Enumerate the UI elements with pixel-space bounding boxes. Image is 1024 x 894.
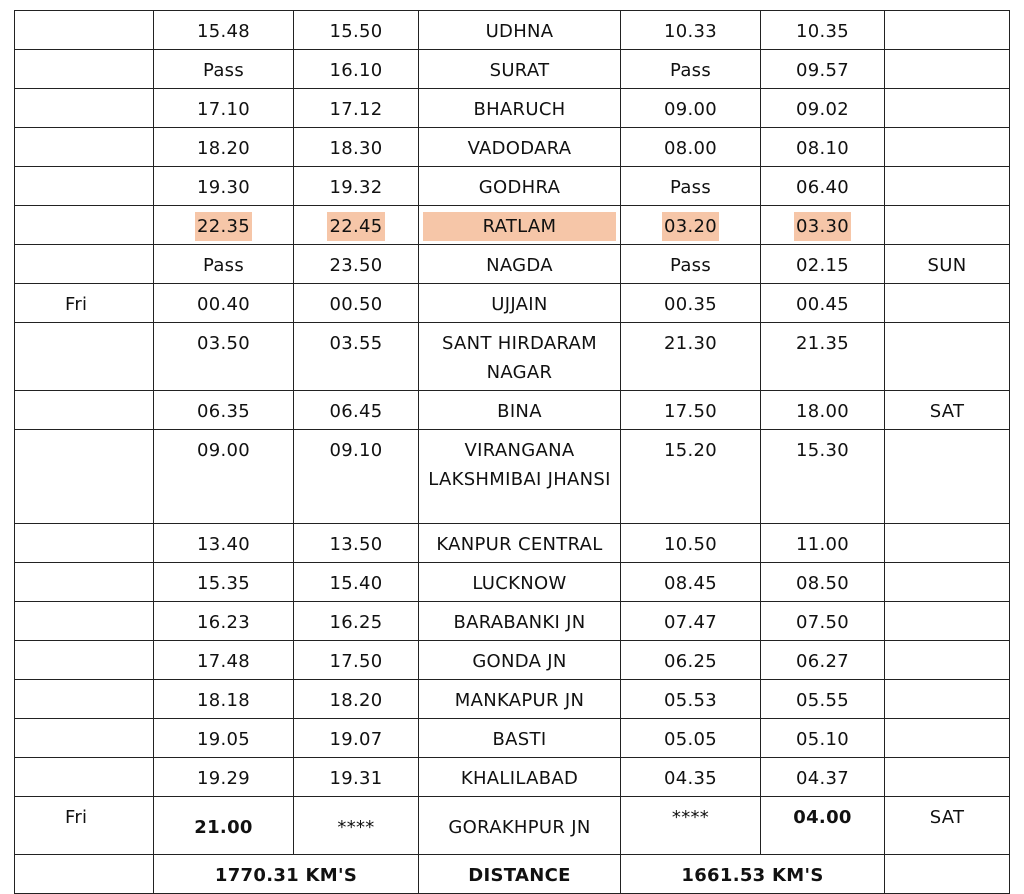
departure-return-cell xyxy=(761,719,885,758)
distance-empty-cell-right xyxy=(885,855,1010,894)
departure-out-cell xyxy=(294,11,419,50)
departure-return-cell xyxy=(761,89,885,128)
departure-out-cell xyxy=(294,284,419,323)
station-text: BINA xyxy=(497,401,542,422)
day-return-cell xyxy=(885,284,1010,323)
arrival-out-cell xyxy=(154,11,294,50)
departure-return-text: 08.50 xyxy=(795,573,850,594)
arrival-return-text: 04.35 xyxy=(663,768,718,789)
timetable-row xyxy=(15,680,1010,719)
arrival-out-text: 13.40 xyxy=(196,534,251,555)
timetable-body xyxy=(15,11,1010,797)
station-cell xyxy=(419,563,621,602)
station-cell xyxy=(419,430,621,524)
day-return-text: SAT xyxy=(929,401,965,422)
departure-return-cell xyxy=(761,128,885,167)
timetable-row xyxy=(15,89,1010,128)
station-text: SURAT xyxy=(489,60,550,81)
day-return-cell xyxy=(885,758,1010,797)
station-cell xyxy=(419,641,621,680)
arrival-return-text: 10.33 xyxy=(663,21,718,42)
timetable-row xyxy=(15,128,1010,167)
departure-return-text: 11.00 xyxy=(795,534,850,555)
arrival-return-cell xyxy=(621,524,761,563)
timetable-row xyxy=(15,719,1010,758)
arrival-out-cell xyxy=(154,641,294,680)
day-return-cell xyxy=(885,391,1010,430)
arrival-return-text: 15.20 xyxy=(663,440,718,461)
departure-out-cell xyxy=(294,50,419,89)
arrival-out-cell xyxy=(154,602,294,641)
departure-out-cell xyxy=(294,128,419,167)
departure-out-cell xyxy=(294,391,419,430)
departure-out-text: 16.10 xyxy=(329,60,383,81)
departure-return-text: 05.55 xyxy=(795,690,850,711)
station-text: GODHRA xyxy=(478,177,561,198)
station-cell xyxy=(419,524,621,563)
day-out-cell xyxy=(15,524,154,563)
station-text: LUCKNOW xyxy=(472,573,567,594)
arrival-return-cell xyxy=(621,206,761,245)
departure-out-text: 22.45 xyxy=(327,212,384,241)
arrival-return-text: 09.00 xyxy=(663,99,718,120)
departure-return-text: 15.30 xyxy=(795,440,850,461)
day-out-cell xyxy=(15,719,154,758)
station-text: BASTI xyxy=(492,729,547,750)
departure-out-text: 19.07 xyxy=(329,729,383,750)
departure-return-cell xyxy=(761,245,885,284)
arrival-return-cell xyxy=(621,391,761,430)
arrival-out-cell xyxy=(154,430,294,524)
arrival-out-cell xyxy=(154,323,294,391)
distance-out: 1770.31 KM'S xyxy=(154,855,419,894)
day-return-text: SUN xyxy=(927,255,967,276)
departure-return-cell xyxy=(761,602,885,641)
station-text: VADODARA xyxy=(467,138,572,159)
day-out-cell xyxy=(15,563,154,602)
day-return-cell xyxy=(885,245,1010,284)
day-out-cell xyxy=(15,430,154,524)
arrival-out-text: 15.35 xyxy=(196,573,251,594)
arrival-return-text: 00.35 xyxy=(663,294,718,315)
arrival-return-text: 08.00 xyxy=(663,138,718,159)
station-text: RATLAM xyxy=(423,212,616,241)
timetable-row xyxy=(15,167,1010,206)
arrival-return-cell xyxy=(621,128,761,167)
timetable-row xyxy=(15,641,1010,680)
departure-return-text: 06.27 xyxy=(795,651,850,672)
arrival-out-cell xyxy=(154,245,294,284)
station-cell xyxy=(419,206,621,245)
departure-out-cell xyxy=(294,719,419,758)
arrival-out-text: 18.18 xyxy=(196,690,251,711)
day-out-text: Fri xyxy=(65,294,88,315)
station-text: GONDA JN xyxy=(472,651,567,672)
arrival-out-text: 17.48 xyxy=(196,651,251,672)
day-return-cell xyxy=(885,563,1010,602)
arrival-return-cell xyxy=(621,89,761,128)
day-out-cell xyxy=(15,50,154,89)
arrival-out-text: 03.50 xyxy=(196,333,251,354)
departure-out-text: 17.50 xyxy=(329,651,383,672)
arrival-out-text: 15.48 xyxy=(196,21,251,42)
timetable-final xyxy=(15,797,1010,894)
day-return-cell xyxy=(885,50,1010,89)
arrival-return-text: Pass xyxy=(669,255,712,276)
station-cell xyxy=(419,50,621,89)
departure-out-text: 18.20 xyxy=(329,690,383,711)
arrival-return-cell xyxy=(621,323,761,391)
departure-return-cell xyxy=(761,284,885,323)
departure-out-text: 18.30 xyxy=(329,138,383,159)
departure-return-cell xyxy=(761,323,885,391)
arrival-return-cell xyxy=(621,758,761,797)
arrival-return-text: Pass xyxy=(669,60,712,81)
distance-empty-cell xyxy=(15,855,154,894)
departure-return-cell xyxy=(761,430,885,524)
departure-out-text: 19.32 xyxy=(329,177,383,198)
day-return-cell xyxy=(885,167,1010,206)
departure-out-cell xyxy=(294,89,419,128)
arrival-return-cell xyxy=(621,641,761,680)
day-out-cell xyxy=(15,128,154,167)
day-out-cell xyxy=(15,167,154,206)
arrival-out-text: 19.29 xyxy=(196,768,251,789)
station-cell xyxy=(419,167,621,206)
timetable-row xyxy=(15,563,1010,602)
timetable-row xyxy=(15,245,1010,284)
arrival-return-cell xyxy=(621,602,761,641)
distance-label: DISTANCE xyxy=(419,855,621,894)
departure-out-text: 06.45 xyxy=(329,401,383,422)
final-arrival-out: 21.00 xyxy=(154,797,294,855)
arrival-out-text: 00.40 xyxy=(196,294,251,315)
day-out-cell xyxy=(15,89,154,128)
arrival-return-cell xyxy=(621,719,761,758)
arrival-return-text: 05.05 xyxy=(663,729,718,750)
arrival-out-text: 17.10 xyxy=(196,99,251,120)
final-departure-return: 04.00 xyxy=(761,797,885,855)
departure-return-text: 02.15 xyxy=(795,255,850,276)
station-text: UDHNA xyxy=(485,21,554,42)
station-cell xyxy=(419,89,621,128)
day-return-cell xyxy=(885,430,1010,524)
arrival-return-text: 17.50 xyxy=(663,401,718,422)
departure-return-text: 10.35 xyxy=(795,21,850,42)
arrival-return-cell xyxy=(621,284,761,323)
day-out-cell xyxy=(15,758,154,797)
arrival-out-text: 18.20 xyxy=(196,138,251,159)
day-return-cell xyxy=(885,602,1010,641)
timetable-row xyxy=(15,524,1010,563)
arrival-out-cell xyxy=(154,284,294,323)
departure-return-cell xyxy=(761,563,885,602)
arrival-return-text: 06.25 xyxy=(663,651,718,672)
arrival-return-text: Pass xyxy=(669,177,712,198)
timetable-row xyxy=(15,206,1010,245)
departure-out-text: 23.50 xyxy=(329,255,383,276)
departure-out-cell xyxy=(294,524,419,563)
timetable-row xyxy=(15,11,1010,50)
arrival-out-cell xyxy=(154,128,294,167)
departure-out-cell xyxy=(294,758,419,797)
day-return-cell xyxy=(885,206,1010,245)
arrival-out-text: Pass xyxy=(202,255,245,276)
departure-out-cell xyxy=(294,245,419,284)
distance-return: 1661.53 KM'S xyxy=(621,855,885,894)
departure-out-text: 19.31 xyxy=(329,768,383,789)
arrival-return-cell xyxy=(621,11,761,50)
arrival-out-text: 06.35 xyxy=(196,401,251,422)
final-departure-out: **** xyxy=(294,797,419,855)
departure-return-cell xyxy=(761,167,885,206)
departure-return-cell xyxy=(761,680,885,719)
station-cell xyxy=(419,719,621,758)
day-out-cell xyxy=(15,284,154,323)
departure-out-cell xyxy=(294,680,419,719)
station-text: BARABANKI JN xyxy=(453,612,586,633)
day-return-cell xyxy=(885,11,1010,50)
station-cell xyxy=(419,128,621,167)
final-day-return: SAT xyxy=(885,797,1010,855)
station-text: VIRANGANA LAKSHMIBAI JHANSI xyxy=(428,440,611,490)
departure-return-text: 18.00 xyxy=(795,401,850,422)
departure-out-text: 17.12 xyxy=(329,99,383,120)
departure-return-text: 04.37 xyxy=(795,768,850,789)
departure-return-cell xyxy=(761,50,885,89)
timetable-row xyxy=(15,602,1010,641)
final-row xyxy=(15,797,1010,855)
day-out-cell xyxy=(15,641,154,680)
station-cell xyxy=(419,680,621,719)
day-out-cell xyxy=(15,391,154,430)
departure-out-text: 15.40 xyxy=(329,573,383,594)
arrival-out-cell xyxy=(154,758,294,797)
departure-out-cell xyxy=(294,430,419,524)
arrival-return-cell xyxy=(621,563,761,602)
arrival-out-text: 19.05 xyxy=(196,729,251,750)
arrival-out-cell xyxy=(154,50,294,89)
distance-row xyxy=(15,855,1010,894)
day-return-cell xyxy=(885,524,1010,563)
arrival-out-cell xyxy=(154,206,294,245)
departure-out-cell xyxy=(294,206,419,245)
arrival-out-text: 09.00 xyxy=(196,440,251,461)
arrival-out-cell xyxy=(154,563,294,602)
departure-out-cell xyxy=(294,602,419,641)
arrival-out-cell xyxy=(154,167,294,206)
arrival-return-text: 05.53 xyxy=(663,690,718,711)
timetable xyxy=(14,10,1010,894)
departure-out-cell xyxy=(294,167,419,206)
departure-out-text: 00.50 xyxy=(329,294,383,315)
final-arrival-return: **** xyxy=(621,797,761,855)
arrival-out-cell xyxy=(154,89,294,128)
day-out-cell xyxy=(15,11,154,50)
departure-out-cell xyxy=(294,563,419,602)
arrival-return-cell xyxy=(621,245,761,284)
station-cell xyxy=(419,391,621,430)
arrival-return-text: 08.45 xyxy=(663,573,718,594)
departure-out-text: 16.25 xyxy=(329,612,383,633)
day-return-cell xyxy=(885,128,1010,167)
station-cell xyxy=(419,758,621,797)
station-cell xyxy=(419,284,621,323)
station-cell xyxy=(419,11,621,50)
arrival-out-cell xyxy=(154,719,294,758)
timetable-row xyxy=(15,391,1010,430)
departure-return-cell xyxy=(761,206,885,245)
station-text: BHARUCH xyxy=(473,99,566,120)
station-cell xyxy=(419,245,621,284)
station-text: MANKAPUR JN xyxy=(454,690,585,711)
departure-return-text: 07.50 xyxy=(795,612,850,633)
station-cell xyxy=(419,602,621,641)
departure-out-text: 09.10 xyxy=(329,440,383,461)
departure-return-cell xyxy=(761,11,885,50)
arrival-out-cell xyxy=(154,391,294,430)
day-out-cell xyxy=(15,602,154,641)
day-return-cell xyxy=(885,89,1010,128)
timetable-row xyxy=(15,430,1010,524)
departure-out-text: 13.50 xyxy=(329,534,383,555)
departure-return-text: 09.02 xyxy=(795,99,850,120)
station-text: UJJAIN xyxy=(491,294,548,315)
departure-return-text: 21.35 xyxy=(795,333,850,354)
arrival-out-text: 19.30 xyxy=(196,177,251,198)
departure-return-cell xyxy=(761,641,885,680)
arrival-out-cell xyxy=(154,680,294,719)
departure-return-text: 05.10 xyxy=(795,729,850,750)
departure-return-text: 09.57 xyxy=(795,60,850,81)
final-day-out: Fri xyxy=(15,797,154,855)
departure-out-cell xyxy=(294,323,419,391)
station-text: KANPUR CENTRAL xyxy=(436,534,603,555)
departure-out-cell xyxy=(294,641,419,680)
arrival-return-text: 10.50 xyxy=(663,534,718,555)
arrival-out-cell xyxy=(154,524,294,563)
station-text: KHALILABAD xyxy=(460,768,579,789)
departure-return-cell xyxy=(761,758,885,797)
day-out-cell xyxy=(15,245,154,284)
arrival-out-text: Pass xyxy=(202,60,245,81)
station-text: SANT HIRDARAM NAGAR xyxy=(442,333,597,383)
day-return-cell xyxy=(885,680,1010,719)
departure-out-text: 03.55 xyxy=(329,333,383,354)
arrival-return-cell xyxy=(621,167,761,206)
departure-return-cell xyxy=(761,524,885,563)
day-out-cell xyxy=(15,680,154,719)
day-out-cell xyxy=(15,206,154,245)
day-out-cell xyxy=(15,323,154,391)
timetable-row xyxy=(15,50,1010,89)
departure-return-text: 03.30 xyxy=(794,212,851,241)
arrival-return-cell xyxy=(621,50,761,89)
arrival-return-text: 21.30 xyxy=(663,333,718,354)
day-return-cell xyxy=(885,641,1010,680)
station-cell xyxy=(419,323,621,391)
arrival-out-text: 16.23 xyxy=(196,612,251,633)
departure-return-text: 06.40 xyxy=(795,177,850,198)
day-return-cell xyxy=(885,323,1010,391)
arrival-return-text: 03.20 xyxy=(662,212,719,241)
arrival-out-text: 22.35 xyxy=(195,212,252,241)
timetable-row xyxy=(15,758,1010,797)
timetable-row xyxy=(15,284,1010,323)
day-return-cell xyxy=(885,719,1010,758)
arrival-return-text: 07.47 xyxy=(663,612,718,633)
final-station: GORAKHPUR JN xyxy=(419,797,621,855)
departure-out-text: 15.50 xyxy=(329,21,383,42)
departure-return-cell xyxy=(761,391,885,430)
arrival-return-cell xyxy=(621,680,761,719)
departure-return-text: 08.10 xyxy=(795,138,850,159)
departure-return-text: 00.45 xyxy=(795,294,850,315)
timetable-row xyxy=(15,323,1010,391)
station-text: NAGDA xyxy=(486,255,553,276)
arrival-return-cell xyxy=(621,430,761,524)
